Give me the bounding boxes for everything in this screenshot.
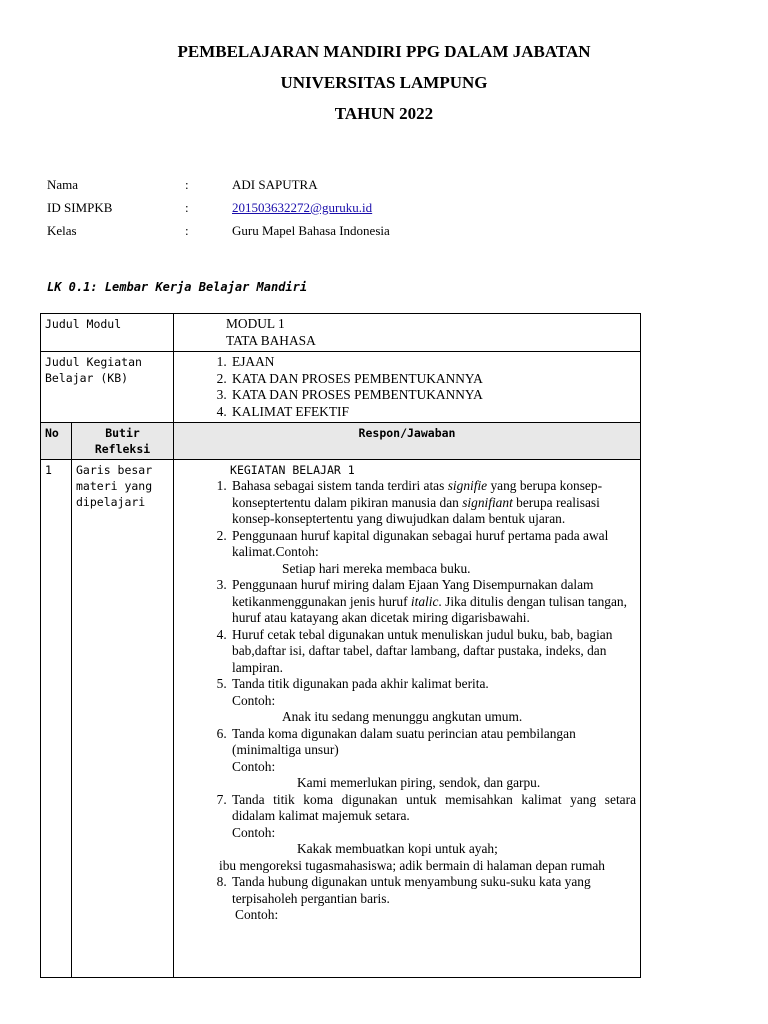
term-italic: italic <box>410 593 439 609</box>
table-row <box>41 460 641 978</box>
materi-point <box>230 478 636 528</box>
text: Penggunaan huruf miring dalam Ejaan Yang Disempurnakan dalam ketikanmenggunakan jenis huruf <box>232 577 594 609</box>
judul-modul-label: Judul Modul <box>41 314 174 352</box>
kelas-label: Kelas <box>47 223 77 238</box>
contoh-label: Contoh: <box>235 907 279 922</box>
materi-point <box>230 726 636 792</box>
judul-kb-label: Judul Kegiatan Belajar (KB) <box>41 352 174 423</box>
text: . Jika ditulis dengan tulisan tangan, huruf atau katayang akan dicetak miring digarisbawahi. <box>232 593 627 625</box>
text: Tanda koma digunakan dalam suatu perincian atau pembilangan (minimaltiga unsur) <box>232 725 576 757</box>
term-signifie: signifie <box>447 478 488 493</box>
kb-item: 4. KALIMAT EFEKTIF <box>230 404 636 421</box>
judul-kb-value <box>174 352 641 423</box>
text: 7. Tanda titik koma digunakan untuk memisahkan kalimat yang setara didalam kalimat majemuk setara. <box>232 791 637 823</box>
nama-value: ADI SAPUTRA <box>232 177 318 192</box>
example-continued: ibu mengoreksi tugasmahasiswa; adik bermain di halaman depan rumah <box>219 857 606 873</box>
text: Penggunaan huruf kapital digunakan sebagai huruf pertama pada awal kalimat.Contoh: <box>232 527 609 559</box>
materi-point <box>230 874 636 924</box>
kelas-value: Guru Mapel Bahasa Indonesia <box>232 223 390 238</box>
colon: : <box>185 177 189 192</box>
row-judul-kb <box>41 352 641 423</box>
kb-item: 2. KATA DAN PROSES PEMBENTUKANNYA <box>230 371 636 388</box>
text: berupa realisasi konsep-konseptertentu yang diwujudkan dalam bentuk ujaran. <box>232 494 600 526</box>
contoh-label: Contoh: <box>232 824 276 840</box>
example: Kakak membuatkan kopi untuk ayah; <box>297 841 498 856</box>
kb-list <box>178 354 636 420</box>
row-respon <box>174 460 641 978</box>
colon: : <box>185 200 189 215</box>
doc-title-line1: PEMBELAJARAN MANDIRI PPG DALAM JABATAN <box>177 42 591 61</box>
col-header-no: No <box>41 423 72 460</box>
doc-title-line3: TAHUN 2022 <box>334 104 434 123</box>
contoh-label: Contoh: <box>232 758 276 774</box>
lk-title: LK 0.1: Lembar Kerja Belajar Mandiri <box>47 280 308 294</box>
materi-point <box>219 791 637 875</box>
materi-point <box>230 676 636 726</box>
example: Setiap hari mereka membaca buku. <box>282 560 471 576</box>
kb-item: 3. KATA DAN PROSES PEMBENTUKANNYA <box>230 387 636 404</box>
kegiatan-title: KEGIATAN BELAJAR 1 <box>230 463 355 477</box>
table-header-row <box>41 423 641 460</box>
text: Tanda titik digunakan pada akhir kalimat berita. <box>232 676 489 691</box>
materi-point <box>230 577 636 627</box>
colon: : <box>185 223 189 238</box>
materi-point: 4. Huruf cetak tebal digunakan untuk menuliskan judul buku, bab, bagian bab,daftar isi, daftar tabel, daftar lambang, daftar pustaka, indeks, dan lampiran. <box>230 627 636 677</box>
materi-point <box>230 528 636 578</box>
modul-number: MODUL 1 <box>226 316 285 331</box>
contoh-label: Contoh: <box>232 692 276 708</box>
example: Anak itu sedang menunggu angkutan umum. <box>282 709 523 724</box>
judul-modul-value <box>174 314 641 352</box>
doc-title-line2: UNIVERSITAS LAMPUNG <box>280 73 488 92</box>
row-number: 1 <box>41 460 72 978</box>
col-header-butir: Butir Refleksi <box>72 423 174 460</box>
example: Kami memerlukan piring, sendok, dan garpu. <box>297 775 541 790</box>
worksheet-table <box>40 313 641 978</box>
text: Bahasa sebagai sistem tanda terdiri atas <box>232 478 448 493</box>
email-link[interactable]: 201503632272@guruku.id <box>232 200 373 215</box>
term-signifiant: signifiant <box>462 494 513 510</box>
materi-list <box>178 478 636 924</box>
text: Tanda hubung digunakan untuk menyambung suku-suku kata yang terpisaholeh pergantian baris. <box>232 874 591 906</box>
row-butir: Garis besar materi yang dipelajari <box>72 460 174 978</box>
id-simpkb-label: ID SIMPKB <box>47 200 113 215</box>
col-header-respon: Respon/Jawaban <box>174 423 641 460</box>
nama-label: Nama <box>47 177 79 192</box>
modul-title: TATA BAHASA <box>226 332 316 348</box>
row-judul-modul <box>41 314 641 352</box>
kb-item: 1. EJAAN <box>230 354 636 371</box>
text: yang berupa konsep-konseptertentu dalam pikiran manusia dan <box>232 478 603 510</box>
